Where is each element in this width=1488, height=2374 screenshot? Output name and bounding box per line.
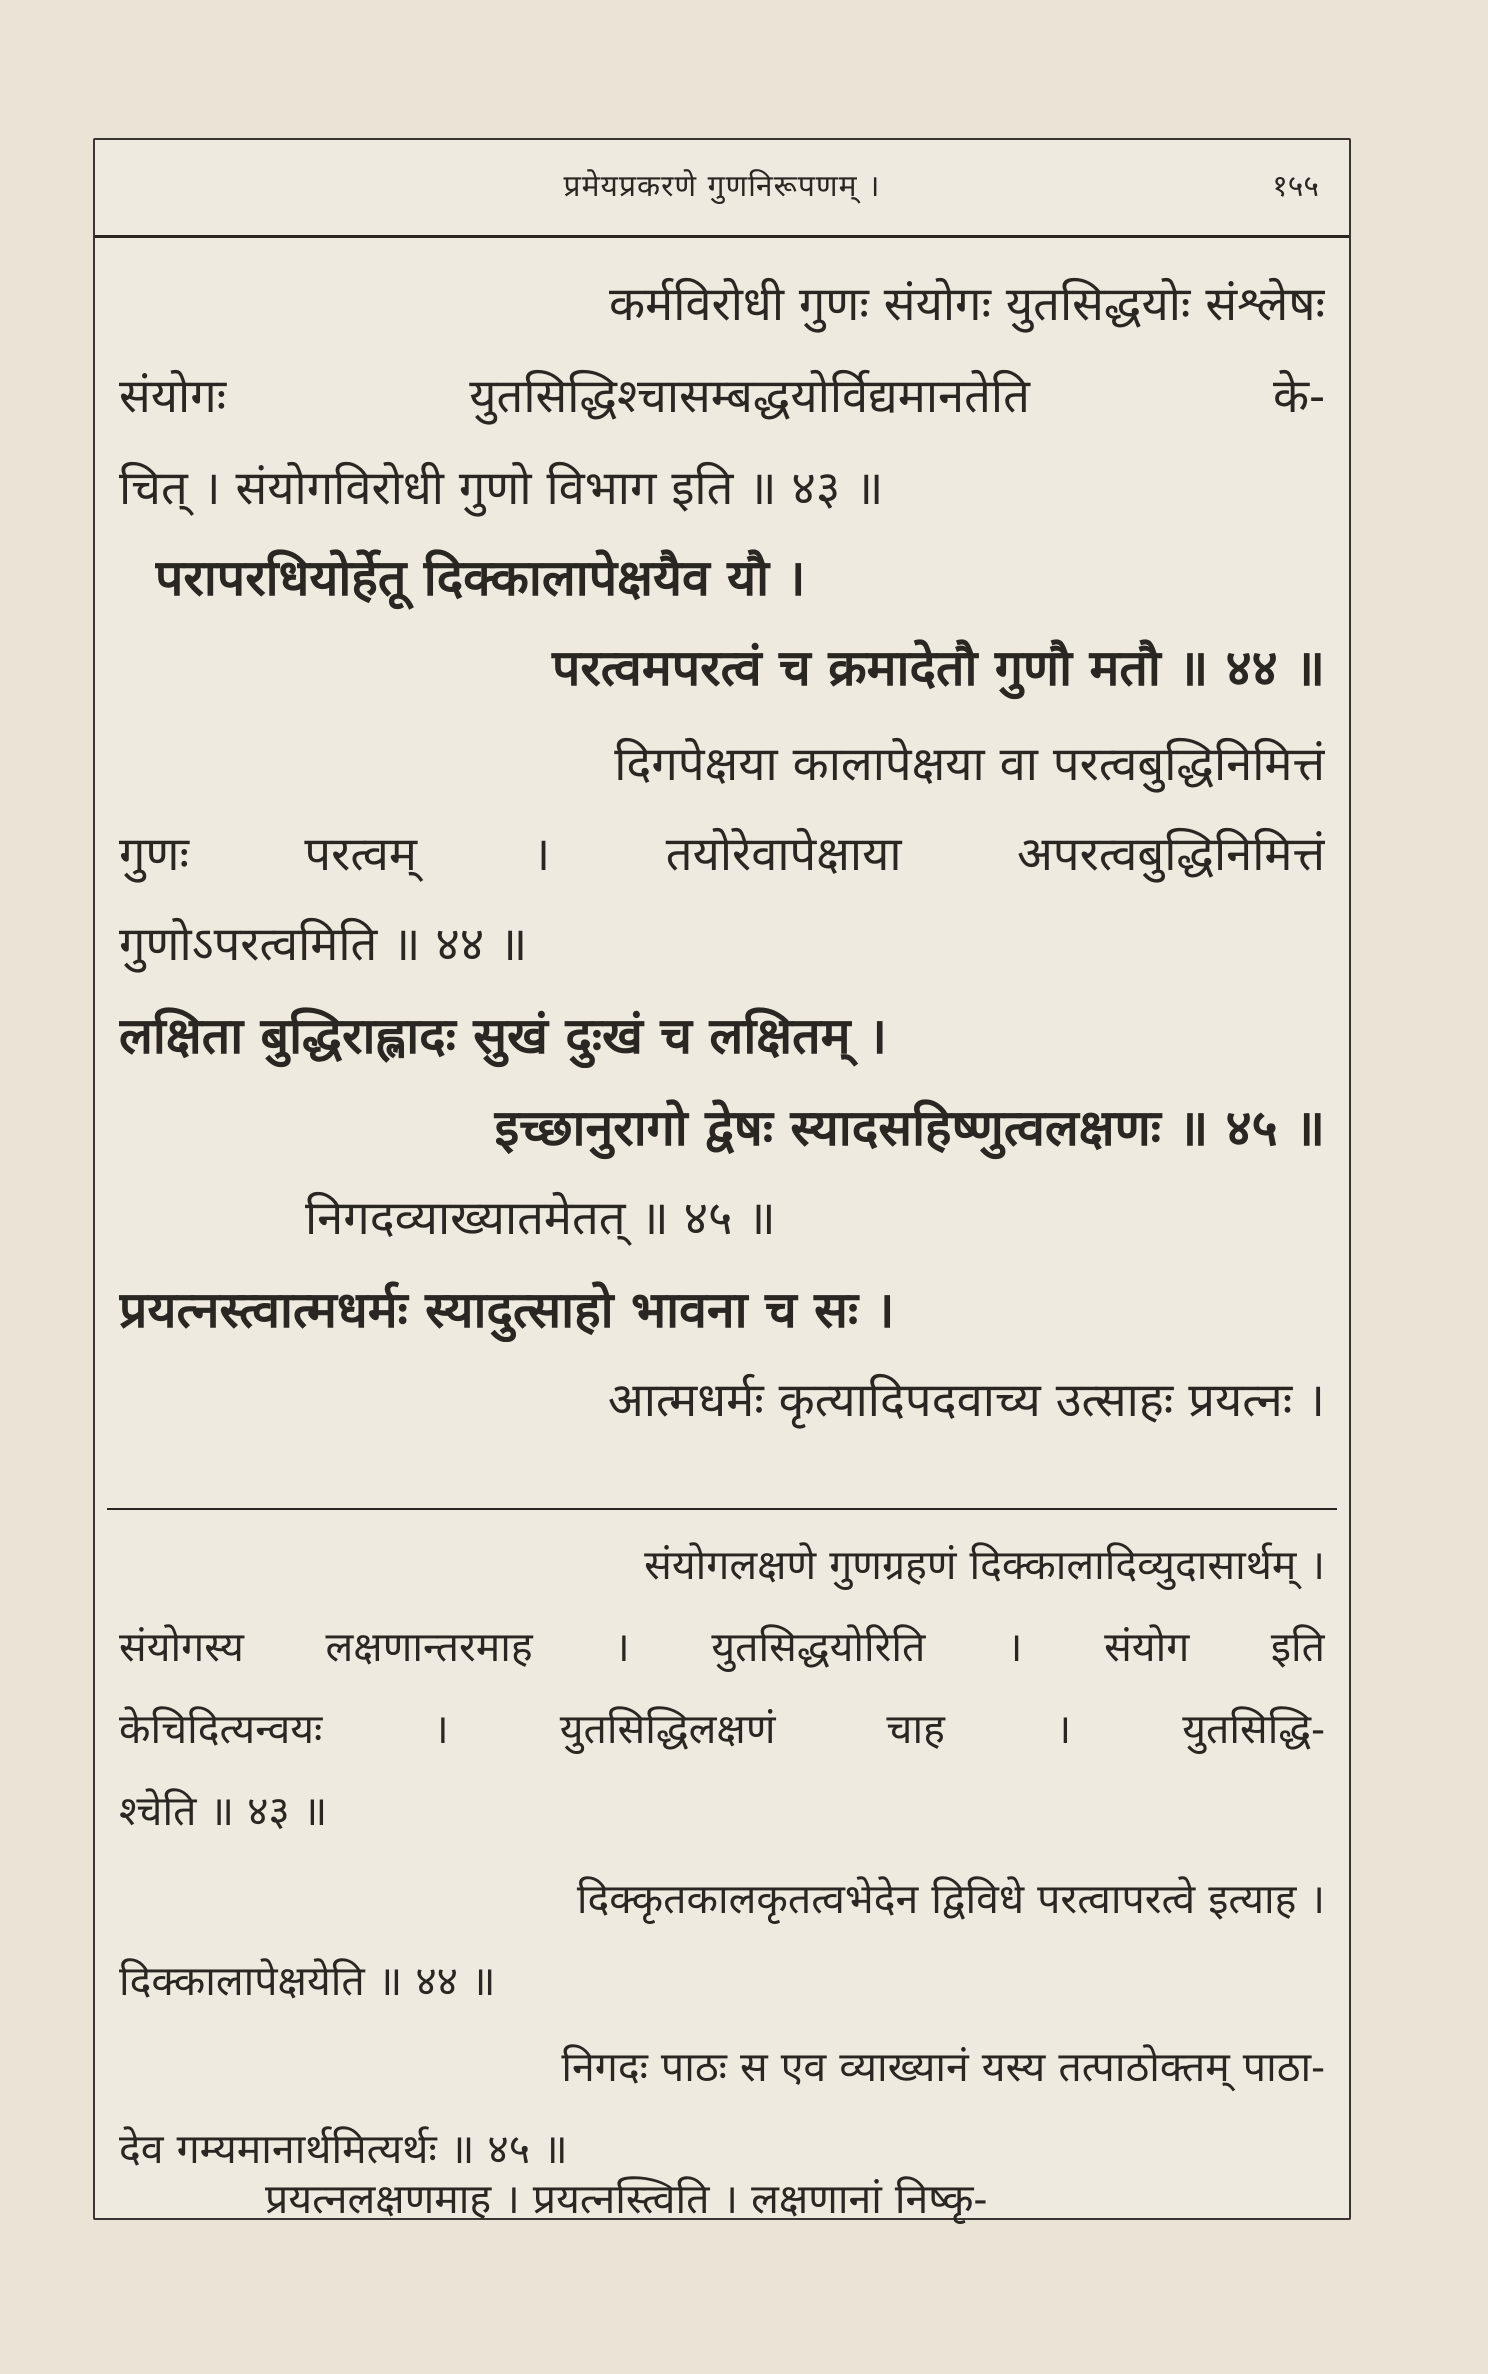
footnote-line: देव गम्यमानार्थमित्यर्थः ॥ ४५ ॥ bbox=[119, 2125, 568, 2173]
verse-line: परापरधियोर्हेतू दिक्कालापेक्षयैव यौ । bbox=[155, 548, 806, 607]
page-frame bbox=[93, 138, 1351, 2223]
page-number: १५५ bbox=[1272, 169, 1319, 204]
verse-line: प्रयत्नस्त्वात्मधर्मः स्यादुत्साहो भावना च सः । bbox=[119, 1280, 895, 1339]
running-head bbox=[95, 164, 1349, 214]
verse-line: इच्छानुरागो द्वेषः स्यादसहिष्णुत्वलक्षणः ॥ ४५ ॥ bbox=[494, 1098, 1325, 1157]
running-title: प्रमेयप्रकरणे गुणनिरूपणम् । bbox=[563, 169, 881, 204]
text-line: चित् । संयोगविरोधी गुणो विभाग इति ॥ ४३ ॥ bbox=[119, 461, 884, 516]
text-line: आत्मधर्मः कृत्यादिपदवाच्य उत्साहः प्रयत्नः । bbox=[607, 1373, 1325, 1428]
verse-line: लक्षिता बुद्धिराह्लादः सुखं दुःखं च लक्षितम् । bbox=[119, 1006, 887, 1065]
footnote-line: श्चेति ॥ ४३ ॥ bbox=[119, 1787, 328, 1835]
text-line: संयोगः युतसिद्धिश्चासम्बद्धयोर्विद्यमानतेति के- bbox=[119, 369, 1325, 424]
text-line: दिगपेक्षया कालापेक्षया वा परत्वबुद्धिनिमित्तं bbox=[614, 737, 1325, 792]
footnote-line: संयोगलक्षणे गुणग्रहणं दिक्कालादिव्युदासार्थम् । bbox=[644, 1541, 1325, 1589]
footnote-line: संयोगस्य लक्षणान्तरमाह । युतसिद्धयोरिति । संयोग इति bbox=[119, 1623, 1325, 1671]
text-line: कर्मविरोधी गुणः संयोगः युतसिद्धयोः संश्लेषः bbox=[609, 277, 1325, 332]
footnote-line: दिक्कालापेक्षयेति ॥ ४४ ॥ bbox=[119, 1957, 496, 2005]
header-rule bbox=[95, 235, 1349, 238]
footnote-line: निगदः पाठः स एव व्याख्यानं यस्य तत्पाठोक्तम् पाठा- bbox=[561, 2043, 1325, 2091]
footnote-rule bbox=[107, 1508, 1337, 1510]
text-line: गुणोऽपरत्वमिति ॥ ४४ ॥ bbox=[119, 917, 528, 972]
footnote-line: केचिदित्यन्वयः । युतसिद्धिलक्षणं चाह । युतसिद्धि- bbox=[119, 1705, 1325, 1753]
text-line: निगदव्याख्यातमेतत् ॥ ४५ ॥ bbox=[305, 1191, 776, 1246]
footnote-line: दिक्कृतकालकृतत्वभेदेन द्विविधे परत्वापरत्वे इत्याह । bbox=[576, 1875, 1325, 1923]
footnote-line: प्रयत्नलक्षणमाह । प्रयत्नस्त्विति । लक्षणानां निष्कृ- bbox=[265, 2175, 988, 2223]
text-line: गुणः परत्वम् । तयोरेवापेक्षाया अपरत्वबुद्धिनिमित्तं bbox=[119, 827, 1325, 882]
verse-line: परत्वमपरत्वं च क्रमादेतौ गुणौ मतौ ॥ ४४ ॥ bbox=[551, 638, 1325, 697]
